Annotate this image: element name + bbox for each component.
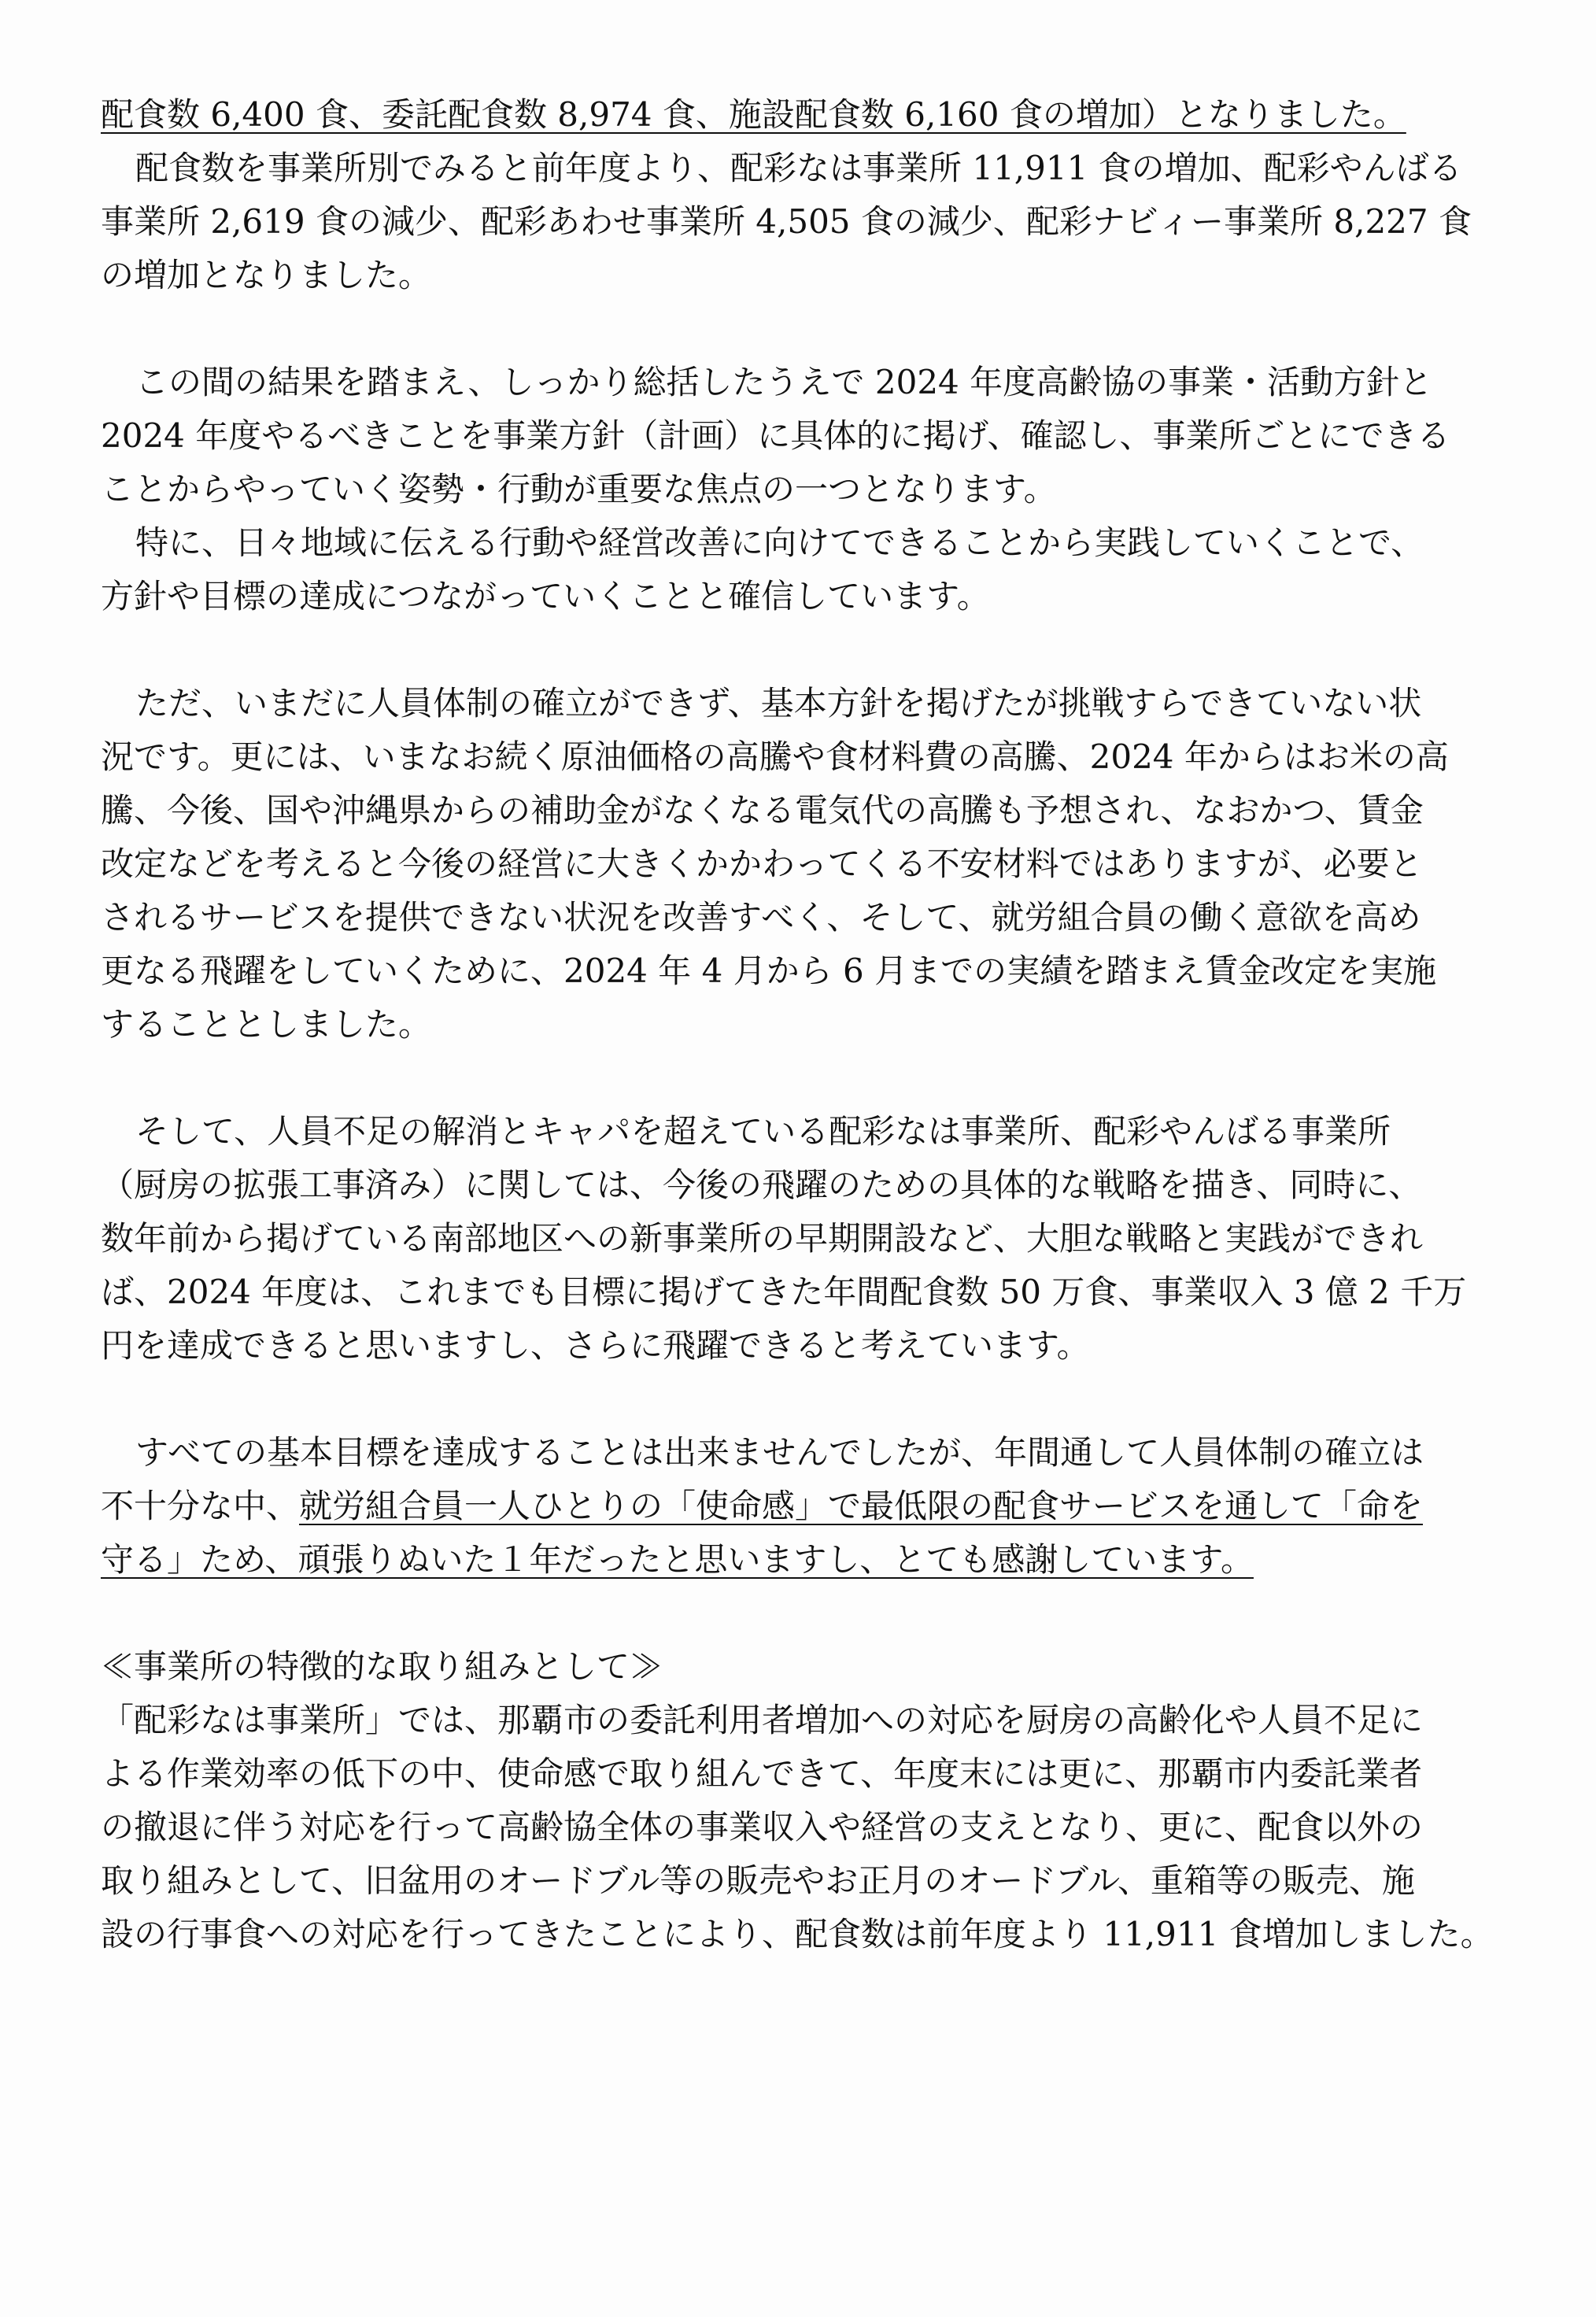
paragraph-5-line-2: （厨房の拡張工事済み）に関しては、今後の飛躍のための具体的な戦略を描き、同時に、 xyxy=(101,1166,1422,1204)
paragraph-1-line-2: 事業所 2,619 食の減少、配彩あわせ事業所 4,505 食の減少、配彩ナビィー事業所 8,227 食 xyxy=(101,202,1472,241)
paragraph-6-line-2 xyxy=(101,1480,1494,1533)
paragraph-6-line-3 xyxy=(101,1533,1494,1587)
plain-text: 不十分な中、 xyxy=(101,1487,300,1525)
paragraph-4-line-4: 改定などを考えると今後の経営に大きくかかわってくる不安材料ではありますが、必要と xyxy=(101,844,1423,883)
section-heading: ≪事業所の特徴的な取り組みとして≫ xyxy=(101,1647,663,1686)
paragraph-4-line-3: 騰、今後、国や沖縄県からの補助金がなくなる電気代の高騰も予想され、なおかつ、賃金 xyxy=(101,791,1424,830)
section-line-5: 設の行事食への対応を行ってきたことにより、配食数は前年度より 11,911 食増加しました。 xyxy=(101,1915,1494,1953)
paragraph-1-line-1: 配食数を事業所別でみると前年度より、配彩なは事業所 11,911 食の増加、配彩やんばる xyxy=(135,149,1462,187)
document-body xyxy=(101,88,1494,1961)
section-line-4: 取り組みとして、旧盆用のオードブル等の販売やお正月のオードブル、重箱等の販売、施 xyxy=(101,1861,1415,1900)
paragraph-3-line-2: 方針や目標の達成につながっていくことと確信しています。 xyxy=(101,577,990,615)
underlined-text: 配食数 6,400 食、委託配食数 8,974 食、施設配食数 6,160 食の増加）となりました。 xyxy=(101,95,1406,134)
paragraph-gap xyxy=(101,1587,1494,1640)
paragraph-gap xyxy=(101,623,1494,677)
paragraph-4-line-6: 更なる飛躍をしていくために、2024 年 4 月から 6 月までの実績を踏まえ賃金改定を実施 xyxy=(101,952,1437,990)
paragraph-gap xyxy=(101,1051,1494,1105)
paragraph-4-line-5: されるサービスを提供できない状況を改善すべく、そして、就労組合員の働く意欲を高め xyxy=(101,898,1421,937)
paragraph-5-line-1: そして、人員不足の解消とキャパを超えている配彩なは事業所、配彩やんばる事業所 xyxy=(135,1112,1391,1151)
paragraph-4-line-1: ただ、いまだに人員体制の確立ができず、基本方針を掲げたが挑戦すらできていない状 xyxy=(135,684,1422,722)
section-line-1: 「配彩なは事業所」では、那覇市の委託利用者増加への対応を厨房の高齢化や人員不足に xyxy=(101,1701,1424,1739)
paragraph-gap xyxy=(101,302,1494,356)
section-line-2: よる作業効率の低下の中、使命感で取り組んできて、年度末には更に、那覇市内委託業者 xyxy=(101,1754,1423,1793)
paragraph-5-line-3: 数年前から掲げている南部地区への新事業所の早期開設など、大胆な戦略と実践ができれ xyxy=(101,1219,1424,1258)
paragraph-3-line-1: 特に、日々地域に伝える行動や経営改善に向けてできることから実践していくことで、 xyxy=(135,523,1424,562)
paragraph-4-line-2: 況です。更には、いまなお続く原油価格の高騰や食材料費の高騰、2024 年からはお米の高 xyxy=(101,737,1449,776)
paragraph-4-line-7: することとしました。 xyxy=(101,1005,432,1044)
paragraph-5-line-4: ば、2024 年度は、これまでも目標に掲げてきた年間配食数 50 万食、事業収入 3 億 2 千万 xyxy=(101,1273,1467,1311)
paragraph-6-line-1: すべての基本目標を達成することは出来ませんでしたが、年間通して人員体制の確立は xyxy=(135,1433,1424,1472)
paragraph-continuation-line xyxy=(101,88,1494,142)
paragraph-2-line-3: ことからやっていく姿勢・行動が重要な焦点の一つとなります。 xyxy=(101,470,1057,508)
paragraph-2-line-2: 2024 年度やるべきことを事業方針（計画）に具体的に掲げ、確認し、事業所ごとにできる xyxy=(101,416,1450,455)
paragraph-5-line-5: 円を達成できると思いますし、さらに飛躍できると考えています。 xyxy=(101,1326,1090,1365)
section-line-3: の撤退に伴う対応を行って高齢協全体の事業収入や経営の支えとなり、更に、配食以外の xyxy=(101,1808,1424,1846)
paragraph-gap xyxy=(101,1373,1494,1426)
underlined-text: 守る」ため、頑張りぬいた１年だったと思いますし、とても感謝しています。 xyxy=(101,1540,1254,1579)
underlined-text: 就労組合員一人ひとりの「使命感」で最低限の配食サービスを通して「命を xyxy=(299,1487,1424,1525)
paragraph-1-line-3: の増加となりました。 xyxy=(101,256,432,294)
paragraph-2-line-1: この間の結果を踏まえ、しっかり総括したうえで 2024 年度高齢協の事業・活動方針と xyxy=(135,363,1433,401)
